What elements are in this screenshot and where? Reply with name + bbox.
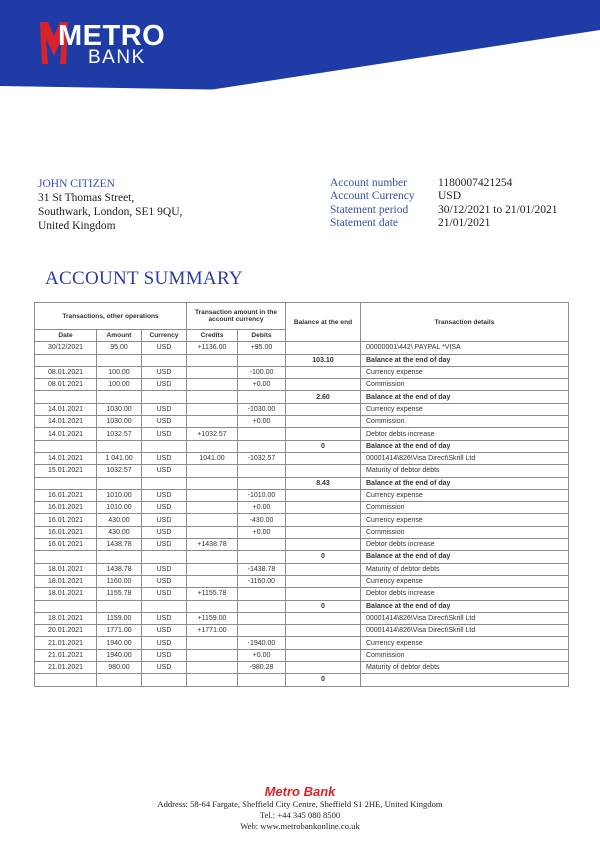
table-row bbox=[35, 625, 569, 637]
cell-details: Balance at the end of day bbox=[361, 354, 569, 366]
cell-date: 15.01.2021 bbox=[35, 465, 97, 477]
cell-details: Commission bbox=[361, 416, 569, 428]
field-label: Account number bbox=[330, 177, 407, 189]
cell-credit bbox=[187, 440, 238, 452]
cell-currency bbox=[142, 674, 187, 686]
table-row bbox=[35, 674, 569, 686]
group-header-amount: Transaction amount in the account currency bbox=[187, 303, 286, 330]
cell-details: Currency expense bbox=[361, 637, 569, 649]
group-header-operations: Transactions, other operations bbox=[35, 303, 187, 330]
table-row bbox=[35, 342, 569, 354]
cell-balance bbox=[286, 366, 361, 378]
cell-credit: +1159.00 bbox=[187, 612, 238, 624]
cell-debit bbox=[238, 674, 286, 686]
cell-balance: 0 bbox=[286, 551, 361, 563]
cell-debit bbox=[238, 600, 286, 612]
transactions-table bbox=[34, 302, 569, 687]
cell-amount: 1032.57 bbox=[97, 428, 142, 440]
cell-balance: 8.43 bbox=[286, 477, 361, 489]
cell-date: 18.01.2021 bbox=[35, 612, 97, 624]
table-row bbox=[35, 637, 569, 649]
table-row bbox=[35, 526, 569, 538]
cell-balance bbox=[286, 539, 361, 551]
cell-amount: 430.00 bbox=[97, 514, 142, 526]
cell-credit: +1155.78 bbox=[187, 588, 238, 600]
cell-debit: -1940.00 bbox=[238, 637, 286, 649]
cell-details: Balance at the end of day bbox=[361, 440, 569, 452]
cell-debit: -980.28 bbox=[238, 662, 286, 674]
cell-date: 20.01.2021 bbox=[35, 625, 97, 637]
cell-credit bbox=[187, 379, 238, 391]
cell-amount bbox=[97, 477, 142, 489]
cell-credit: +1032.57 bbox=[187, 428, 238, 440]
statement-date-row bbox=[330, 217, 557, 230]
cell-amount: 430.00 bbox=[97, 526, 142, 538]
cell-credit bbox=[187, 674, 238, 686]
cell-balance bbox=[286, 649, 361, 661]
cell-date: 18.01.2021 bbox=[35, 588, 97, 600]
cell-balance bbox=[286, 625, 361, 637]
cell-amount: 95.00 bbox=[97, 342, 142, 354]
field-value: 21/01/2021 bbox=[438, 216, 491, 229]
table-row bbox=[35, 452, 569, 464]
footer-address: Address: 58-64 Fargate, Sheffield City Centre, Sheffield S1 2HE, United Kingdom bbox=[157, 799, 443, 809]
cell-balance bbox=[286, 575, 361, 587]
cell-currency: USD bbox=[142, 502, 187, 514]
cell-credit bbox=[187, 477, 238, 489]
cell-details: Debtor debts increase bbox=[361, 428, 569, 440]
cell-balance bbox=[286, 502, 361, 514]
cell-balance bbox=[286, 588, 361, 600]
cell-balance: 103.10 bbox=[286, 354, 361, 366]
cell-debit: -430.00 bbox=[238, 514, 286, 526]
cell-date: 30/12/2021 bbox=[35, 342, 97, 354]
cell-balance bbox=[286, 489, 361, 501]
cell-amount: 1030.00 bbox=[97, 416, 142, 428]
cell-debit bbox=[238, 539, 286, 551]
cell-balance bbox=[286, 403, 361, 415]
cell-details bbox=[361, 674, 569, 686]
cell-amount bbox=[97, 551, 142, 563]
table-row bbox=[35, 600, 569, 612]
cell-credit: +1438.78 bbox=[187, 539, 238, 551]
cell-debit bbox=[238, 440, 286, 452]
cell-credit bbox=[187, 366, 238, 378]
cell-amount: 1155.78 bbox=[97, 588, 142, 600]
cell-currency: USD bbox=[142, 416, 187, 428]
footer-tel: Tel.: +44 345 080 8500 bbox=[259, 810, 341, 820]
cell-amount: 1940.00 bbox=[97, 637, 142, 649]
cell-date bbox=[35, 391, 97, 403]
cell-debit bbox=[238, 391, 286, 403]
statement-period-row bbox=[330, 204, 557, 217]
cell-balance bbox=[286, 526, 361, 538]
cell-balance: 0 bbox=[286, 440, 361, 452]
cell-details: 00001414\826\Visa Direct\Skrill Ltd bbox=[361, 612, 569, 624]
table-row bbox=[35, 354, 569, 366]
cell-date: 14.01.2021 bbox=[35, 428, 97, 440]
footer-bank-name: Metro Bank bbox=[264, 784, 336, 799]
cell-details: Currency expense bbox=[361, 575, 569, 587]
field-value: USD bbox=[438, 190, 462, 203]
cell-date bbox=[35, 440, 97, 452]
cell-details: 00001414\826\Visa Direct\Skrill Ltd bbox=[361, 625, 569, 637]
cell-details: Balance at the end of day bbox=[361, 477, 569, 489]
cell-debit bbox=[238, 477, 286, 489]
cell-amount: 100.00 bbox=[97, 366, 142, 378]
cell-balance bbox=[286, 514, 361, 526]
table-row bbox=[35, 575, 569, 587]
cell-details: Maturity of debtor debts bbox=[361, 662, 569, 674]
cell-credit bbox=[187, 662, 238, 674]
cell-amount: 1030.00 bbox=[97, 403, 142, 415]
cell-details: Commission bbox=[361, 649, 569, 661]
cell-currency bbox=[142, 477, 187, 489]
cell-debit: +0.00 bbox=[238, 416, 286, 428]
field-label: Statement period bbox=[330, 203, 409, 216]
cell-balance bbox=[286, 662, 361, 674]
cell-currency: USD bbox=[142, 489, 187, 501]
cell-debit bbox=[238, 354, 286, 366]
cell-currency: USD bbox=[142, 662, 187, 674]
cell-credit bbox=[187, 354, 238, 366]
cell-currency: USD bbox=[142, 366, 187, 378]
table-row bbox=[35, 391, 569, 403]
cell-amount: 1 041.00 bbox=[97, 452, 142, 464]
footer bbox=[0, 784, 600, 832]
table-row bbox=[35, 403, 569, 415]
cell-amount: 100.00 bbox=[97, 379, 142, 391]
cell-credit bbox=[187, 551, 238, 563]
table-row bbox=[35, 588, 569, 600]
cell-date: 21.01.2021 bbox=[35, 649, 97, 661]
cell-balance bbox=[286, 416, 361, 428]
cell-debit: -100.00 bbox=[238, 366, 286, 378]
cell-credit bbox=[187, 600, 238, 612]
cell-debit: -1438.78 bbox=[238, 563, 286, 575]
cell-details: Balance at the end of day bbox=[361, 551, 569, 563]
cell-debit: +0.00 bbox=[238, 502, 286, 514]
cell-details: Balance at the end of day bbox=[361, 391, 569, 403]
cell-credit bbox=[187, 403, 238, 415]
cell-balance bbox=[286, 637, 361, 649]
cell-date: 14.01.2021 bbox=[35, 452, 97, 464]
cell-date: 16.01.2021 bbox=[35, 539, 97, 551]
cell-debit: -1010.00 bbox=[238, 489, 286, 501]
cell-credit bbox=[187, 526, 238, 538]
cell-balance bbox=[286, 563, 361, 575]
cell-credit bbox=[187, 391, 238, 403]
cell-currency: USD bbox=[142, 588, 187, 600]
table-row bbox=[35, 440, 569, 452]
cell-amount: 980.00 bbox=[97, 662, 142, 674]
cell-amount bbox=[97, 674, 142, 686]
cell-details: Balance at the end of day bbox=[361, 600, 569, 612]
cell-date: 16.01.2021 bbox=[35, 514, 97, 526]
cell-credit: +1136.00 bbox=[187, 342, 238, 354]
cell-amount: 1159.00 bbox=[97, 612, 142, 624]
cell-date: 16.01.2021 bbox=[35, 526, 97, 538]
cell-balance: 2.60 bbox=[286, 391, 361, 403]
cell-details: Currency expense bbox=[361, 489, 569, 501]
table-row bbox=[35, 489, 569, 501]
cell-date: 14.01.2021 bbox=[35, 403, 97, 415]
cell-currency: USD bbox=[142, 539, 187, 551]
table-row bbox=[35, 379, 569, 391]
cell-debit: +0.00 bbox=[238, 379, 286, 391]
cell-currency: USD bbox=[142, 649, 187, 661]
cell-date bbox=[35, 477, 97, 489]
header-date: Date bbox=[35, 330, 97, 342]
cell-debit: +95.00 bbox=[238, 342, 286, 354]
cell-details: Currency expense bbox=[361, 514, 569, 526]
cell-balance bbox=[286, 428, 361, 440]
table-row bbox=[35, 662, 569, 674]
header-details: Transaction details bbox=[361, 303, 569, 342]
table-row bbox=[35, 649, 569, 661]
cell-credit: +1771.00 bbox=[187, 625, 238, 637]
cell-details: 00001414\826\Visa Direct\Skrill Ltd bbox=[361, 452, 569, 464]
cell-date: 21.01.2021 bbox=[35, 637, 97, 649]
cell-currency: USD bbox=[142, 342, 187, 354]
address-line: Southwark, London, SE1 9QU, bbox=[38, 206, 183, 218]
table-row bbox=[35, 416, 569, 428]
table-row bbox=[35, 465, 569, 477]
cell-details: Debtor debts increase bbox=[361, 539, 569, 551]
cell-date: 16.01.2021 bbox=[35, 489, 97, 501]
cell-details: 00000001\442\ PAYPAL *VISA bbox=[361, 342, 569, 354]
logo-text-metro: METRO bbox=[58, 20, 166, 52]
cell-amount bbox=[97, 354, 142, 366]
address-line: United Kingdom bbox=[38, 220, 116, 232]
header-balance: Balance at the end bbox=[286, 303, 361, 342]
cell-debit bbox=[238, 625, 286, 637]
account-currency-row bbox=[330, 190, 557, 203]
cell-currency: USD bbox=[142, 526, 187, 538]
cell-credit bbox=[187, 514, 238, 526]
cell-amount: 1010.00 bbox=[97, 502, 142, 514]
cell-details: Currency expense bbox=[361, 403, 569, 415]
cell-currency bbox=[142, 440, 187, 452]
cell-details: Debtor debts increase bbox=[361, 588, 569, 600]
cell-amount bbox=[97, 600, 142, 612]
cell-details: Commission bbox=[361, 379, 569, 391]
field-value: 30/12/2021 to 21/01/2021 bbox=[438, 203, 558, 216]
cell-amount: 1438.78 bbox=[97, 563, 142, 575]
cell-date: 18.01.2021 bbox=[35, 575, 97, 587]
cell-balance bbox=[286, 452, 361, 464]
account-summary-title: ACCOUNT SUMMARY bbox=[45, 268, 243, 289]
table-row bbox=[35, 428, 569, 440]
cell-debit: +0.00 bbox=[238, 649, 286, 661]
account-number-row bbox=[330, 177, 557, 190]
cell-balance bbox=[286, 342, 361, 354]
cell-currency: USD bbox=[142, 428, 187, 440]
cell-currency bbox=[142, 600, 187, 612]
cell-currency bbox=[142, 551, 187, 563]
cell-credit bbox=[187, 649, 238, 661]
address-line: 31 St Thomas Street, bbox=[38, 192, 135, 204]
cell-debit bbox=[238, 588, 286, 600]
cell-date: 18.01.2021 bbox=[35, 563, 97, 575]
cell-date: 14.01.2021 bbox=[35, 416, 97, 428]
cell-debit: -1160.00 bbox=[238, 575, 286, 587]
cell-currency: USD bbox=[142, 514, 187, 526]
cell-debit: +0.00 bbox=[238, 526, 286, 538]
cell-debit bbox=[238, 428, 286, 440]
cell-amount: 1010.00 bbox=[97, 489, 142, 501]
field-label: Account Currency bbox=[330, 190, 415, 203]
cell-date bbox=[35, 600, 97, 612]
table-row bbox=[35, 514, 569, 526]
cell-balance bbox=[286, 465, 361, 477]
cell-amount: 1771.00 bbox=[97, 625, 142, 637]
cell-currency: USD bbox=[142, 575, 187, 587]
header-currency: Currency bbox=[142, 330, 187, 342]
cell-balance: 0 bbox=[286, 600, 361, 612]
cell-debit bbox=[238, 612, 286, 624]
cell-credit bbox=[187, 465, 238, 477]
cell-currency: USD bbox=[142, 563, 187, 575]
field-label: Statement date bbox=[330, 216, 399, 229]
cell-currency bbox=[142, 391, 187, 403]
cell-currency: USD bbox=[142, 625, 187, 637]
cell-amount: 1032.57 bbox=[97, 465, 142, 477]
cell-amount bbox=[97, 391, 142, 403]
cell-credit bbox=[187, 416, 238, 428]
table-row bbox=[35, 366, 569, 378]
cell-credit bbox=[187, 563, 238, 575]
cell-date bbox=[35, 674, 97, 686]
field-value: 1180007421254 bbox=[438, 177, 513, 189]
cell-credit: 1041.00 bbox=[187, 452, 238, 464]
table-row bbox=[35, 563, 569, 575]
metro-bank-logo bbox=[40, 20, 170, 68]
cell-balance: 0 bbox=[286, 674, 361, 686]
cell-amount: 1940.00 bbox=[97, 649, 142, 661]
cell-credit bbox=[187, 637, 238, 649]
customer-block bbox=[38, 177, 182, 233]
cell-details: Commission bbox=[361, 526, 569, 538]
customer-name: JOHN CITIZEN bbox=[38, 178, 115, 190]
table-row bbox=[35, 477, 569, 489]
table-row bbox=[35, 612, 569, 624]
cell-currency: USD bbox=[142, 612, 187, 624]
cell-amount bbox=[97, 440, 142, 452]
cell-currency: USD bbox=[142, 465, 187, 477]
cell-details: Maturity of debtor debts bbox=[361, 465, 569, 477]
cell-debit bbox=[238, 465, 286, 477]
table-row bbox=[35, 502, 569, 514]
cell-debit bbox=[238, 551, 286, 563]
header-amount: Amount bbox=[97, 330, 142, 342]
cell-details: Commission bbox=[361, 502, 569, 514]
cell-debit: -1030.00 bbox=[238, 403, 286, 415]
cell-amount: 1160.00 bbox=[97, 575, 142, 587]
table-row bbox=[35, 539, 569, 551]
cell-currency: USD bbox=[142, 637, 187, 649]
header-debits: Debits bbox=[238, 330, 286, 342]
cell-date: 08.01.2021 bbox=[35, 366, 97, 378]
cell-currency: USD bbox=[142, 452, 187, 464]
cell-amount: 1438.78 bbox=[97, 539, 142, 551]
cell-currency bbox=[142, 354, 187, 366]
cell-currency: USD bbox=[142, 379, 187, 391]
cell-details: Maturity of debtor debts bbox=[361, 563, 569, 575]
cell-date bbox=[35, 551, 97, 563]
cell-details: Currency expense bbox=[361, 366, 569, 378]
cell-balance bbox=[286, 379, 361, 391]
cell-credit bbox=[187, 575, 238, 587]
cell-credit bbox=[187, 502, 238, 514]
cell-currency: USD bbox=[142, 403, 187, 415]
logo-text-bank: BANK bbox=[88, 47, 146, 68]
cell-balance bbox=[286, 612, 361, 624]
account-info bbox=[330, 177, 557, 230]
cell-credit bbox=[187, 489, 238, 501]
footer-web: Web: www.metrobankonline.co.uk bbox=[240, 821, 360, 831]
cell-date bbox=[35, 354, 97, 366]
cell-date: 16.01.2021 bbox=[35, 502, 97, 514]
cell-date: 21.01.2021 bbox=[35, 662, 97, 674]
cell-date: 08.01.2021 bbox=[35, 379, 97, 391]
table-row bbox=[35, 551, 569, 563]
cell-debit: -1032.57 bbox=[238, 452, 286, 464]
header-credits: Credits bbox=[187, 330, 238, 342]
